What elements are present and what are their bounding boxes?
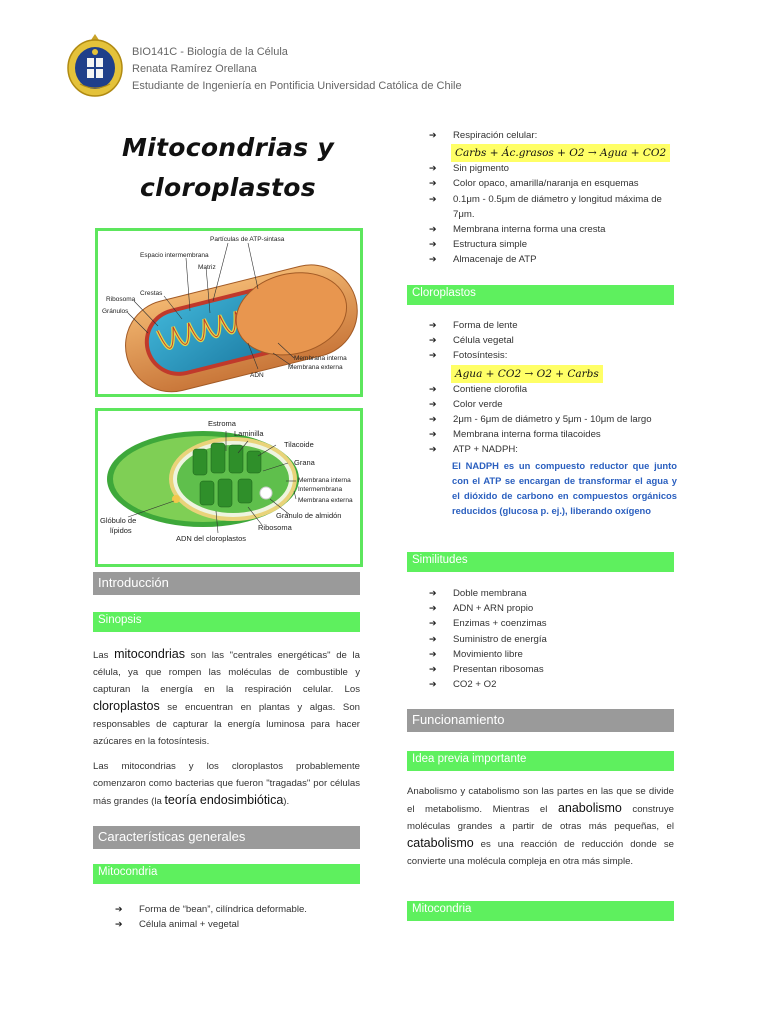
- mito-label-membrana-externa: Membrana externa: [288, 364, 343, 371]
- list-item: ➔ Sin pigmento: [429, 161, 677, 176]
- chloro-label-ribosoma: Ribosoma: [258, 523, 292, 532]
- list-item: ➔ CO2 + O2: [429, 677, 677, 692]
- chloro-label-grana: Grana: [294, 458, 315, 467]
- chloro-label-intermembrana: Intermembrana: [298, 486, 343, 493]
- intro-paragraph-1: Las mitocondrias son las "centrales energéticas" de la célula, ya que rompen las moléculas de combustible y capturan la energía en la respiración celular. Los cloroplastos se encuentran en plantas y algas. Son responsables de capturar la energía luminosa para hacer azúcares en la fotosíntesis.: [93, 647, 360, 747]
- list-item: ➔ Forma de lente: [429, 318, 677, 333]
- photosynthesis-formula: Agua + CO2 → O2 + Carbs: [451, 365, 603, 383]
- list-item: ➔ ATP + NADPH:: [429, 442, 677, 457]
- chloro-label-lipidos: lípidos: [110, 526, 132, 535]
- list-item: ➔ Doble membrana: [429, 586, 677, 601]
- list-item: ➔ Fotosíntesis:: [429, 348, 677, 363]
- list-item: ➔ Enzimas + coenzimas: [429, 616, 677, 631]
- mitochondria-diagram: [95, 228, 363, 397]
- similitudes-list: [429, 586, 677, 692]
- author-name: Renata Ramírez Orellana: [132, 63, 257, 75]
- subsection-similitudes: Similitudes: [407, 552, 674, 572]
- chloro-label-tilacoide: Tilacoide: [284, 440, 314, 449]
- author-role: Estudiante de Ingeniería en Pontificia Universidad Católica de Chile: [132, 80, 462, 92]
- subsection-sinopsis: Sinopsis: [93, 612, 360, 632]
- chloro-label-globulo: Glóbulo de: [100, 516, 137, 525]
- mito-list-right: [429, 128, 677, 268]
- mito-label-crestas: Crestas: [140, 290, 163, 297]
- subsection-idea-previa: Idea previa importante: [407, 751, 674, 771]
- chloro-label-membrana-externa: Membrana externa: [298, 497, 353, 504]
- chloro-label-adn: ADN del cloroplastos: [176, 534, 247, 543]
- course-name: BIO141C - Biología de la Célula: [132, 46, 288, 58]
- page-title: Mitocondrias y cloroplastos: [121, 133, 335, 202]
- term-teoria-endosimbiotica: teoría endosimbiótica: [164, 793, 284, 807]
- list-item: ➔ Almacenaje de ATP: [429, 252, 677, 267]
- term-catabolismo: catabolismo: [407, 836, 474, 850]
- chloro-label-membrana-interna: Membrana interna: [298, 477, 351, 484]
- mito-label-granulos: Gránulos: [102, 308, 129, 315]
- section-funcionamiento: Funcionamiento: [407, 709, 674, 732]
- idea-paragraph: Anabolismo y catabolismo son las partes en las que se divide el metabolismo. Mientras el anabolismo construye moléculas grandes a partir de otras más pequeñas, el catabolismo es una reacción de reducción donde se convierte una molécula compleja en otra más simple.: [407, 786, 675, 867]
- respiration-formula: Carbs + Ác.grasos + O2 → Agua + CO2: [451, 144, 670, 162]
- mito-label-membrana-interna: Membrana interna: [294, 355, 347, 362]
- mito-label-atp: Partículas de ATP-sintasa: [210, 236, 285, 243]
- cloro-list: [429, 318, 677, 518]
- list-item: ➔ ADN + ARN propio: [429, 601, 677, 616]
- term-mitocondrias: mitocondrias: [114, 647, 185, 661]
- mito-label-adn: ADN: [250, 372, 264, 379]
- mito-list-left: [115, 902, 360, 932]
- list-item: ➔ Color opaco, amarilla/naranja en esquemas: [429, 176, 677, 191]
- subsection-mitocondria-2: Mitocondria: [407, 901, 674, 921]
- list-item: ➔ Color verde: [429, 397, 677, 412]
- university-seal-logo: [66, 32, 124, 98]
- list-item: ➔ Suministro de energía: [429, 632, 677, 647]
- list-item: ➔ Movimiento libre: [429, 647, 677, 662]
- nadph-note: El NADPH es un compuesto reductor que junto con el ATP se encargan de transformar el agua y el dióxido de carbono en compuestos orgánicos reducidos (glucosa p. ej.), liberando oxígeno: [452, 459, 677, 517]
- list-item: ➔ 2μm - 6μm de diámetro y 5μm - 10μm de largo: [429, 412, 677, 427]
- list-item: ➔ Contiene clorofila: [429, 382, 677, 397]
- subsection-mitocondria: Mitocondria: [93, 864, 360, 884]
- chloro-label-laminilla: Laminilla: [234, 429, 264, 438]
- section-introduccion: Introducción: [93, 572, 360, 595]
- subsection-cloroplastos: Cloroplastos: [407, 285, 674, 305]
- section-caracteristicas-generales: Características generales: [93, 826, 360, 849]
- list-item: ➔ Célula animal + vegetal: [115, 917, 360, 932]
- list-item: ➔ Membrana interna forma tilacoides: [429, 427, 677, 442]
- list-item: ➔ Estructura simple: [429, 237, 677, 252]
- mito-label-matriz: Matriz: [198, 264, 216, 271]
- list-item: ➔ Célula vegetal: [429, 333, 677, 348]
- mito-label-ribosoma: Ribosoma: [106, 296, 136, 303]
- list-item: ➔ Respiración celular:: [429, 128, 677, 143]
- list-item: ➔ Presentan ribosomas: [429, 662, 677, 677]
- list-item: ➔ Forma de “bean”, cilíndrica deformable.: [115, 902, 360, 917]
- intro-paragraph-2: Las mitocondrias y los cloroplastos probablemente comenzaron como bacterias que fueron "tragadas" por células más grandes (la teoría endosimbiótica).: [93, 761, 360, 807]
- chloroplast-diagram: [95, 408, 363, 567]
- header-info: [132, 44, 462, 95]
- chloro-label-estroma: Estroma: [208, 419, 236, 428]
- list-item: ➔ Membrana interna forma una cresta: [429, 222, 677, 237]
- term-cloroplastos: cloroplastos: [93, 699, 160, 713]
- term-anabolismo: anabolismo: [557, 801, 622, 815]
- chloro-label-granulo-almidon: Gránulo de almidón: [276, 511, 342, 520]
- mito-label-intermembrana: Espacio intermembrana: [140, 252, 209, 259]
- list-item: ➔ 0.1μm - 0.5μm de diámetro y longitud máxima de 7μm.: [429, 192, 677, 222]
